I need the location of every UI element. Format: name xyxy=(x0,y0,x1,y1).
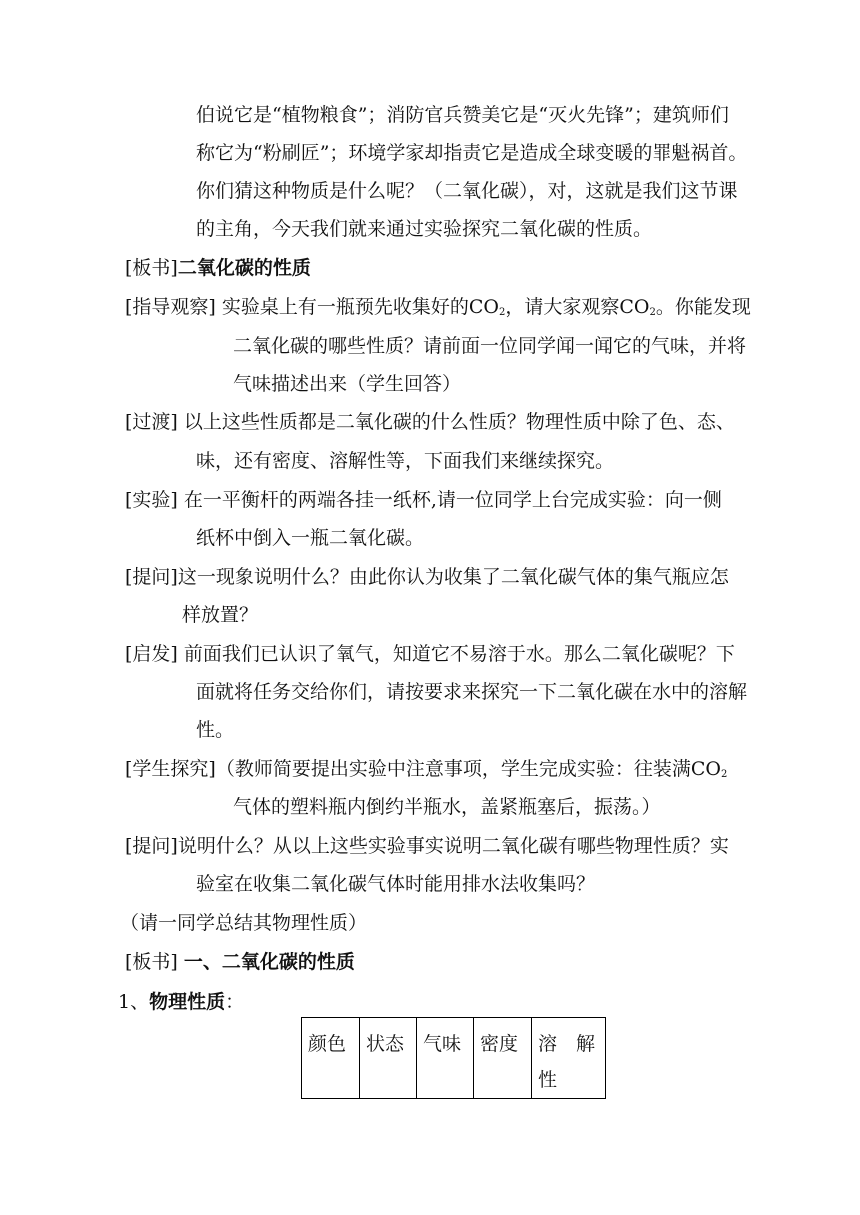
experiment-line-1 xyxy=(125,488,722,512)
student-text: （教师简要提出实验中注意事项，学生完成实验：往装满CO xyxy=(215,758,721,780)
question-1-line-1 xyxy=(125,565,729,589)
question-2-line-2: 验室在收集二氧化碳气体时能用排水法收集吗？ xyxy=(196,873,596,895)
student-inquiry-line-1 xyxy=(125,757,727,787)
co2-subscript: 2 xyxy=(649,307,656,318)
physical-properties-table xyxy=(301,1017,606,1099)
question-1-line-2: 样放置？ xyxy=(182,604,259,626)
intro-line-3: 你们猜这种物质是什么呢？（二氧化碳），对，这就是我们这节课 xyxy=(196,180,738,202)
table-header-cell: 溶 解性 xyxy=(532,1018,606,1099)
physical-properties-title: 物理性质 xyxy=(149,991,226,1013)
guide-text-b: ，请大家观察CO xyxy=(505,296,650,318)
guide-text-c: 。你能发现 xyxy=(655,296,751,318)
intro-line-2: 称它为“粉刷匠”；环境学家却指责它是造成全球变暖的罪魁祸首。 xyxy=(196,142,748,164)
table-header-cell: 颜色 xyxy=(302,1018,360,1099)
inspire-tag: [启发] xyxy=(125,643,178,665)
banshu-title: 二氧化碳的性质 xyxy=(177,257,311,279)
experiment-tag: [实验] xyxy=(125,489,178,511)
question-text: 说明什么？从以上这些实验事实说明二氧化碳有哪些物理性质？实 xyxy=(177,835,729,857)
physical-properties-heading xyxy=(118,990,244,1014)
table-row xyxy=(302,1018,606,1099)
banshu-title: 一、二氧化碳的性质 xyxy=(183,951,355,973)
guide-tag: [指导观察] xyxy=(125,296,216,318)
banshu-heading-2 xyxy=(125,950,355,974)
guide-observe-line-2: 二氧化碳的哪些性质？请前面一位同学闻一闻它的气味，并将 xyxy=(233,335,747,357)
question-2-line-1 xyxy=(125,834,729,858)
table-header-cell: 状态 xyxy=(360,1018,417,1099)
experiment-line-2: 纸杯中倒入一瓶二氧化碳。 xyxy=(196,527,425,549)
experiment-text: 在一平衡杆的两端各挂一纸杯,请一位同学上台完成实验：向一侧 xyxy=(183,489,722,511)
heading-colon: ： xyxy=(225,991,245,1013)
co2-subscript: 2 xyxy=(499,307,506,318)
banshu-tag: [板书] xyxy=(125,257,178,279)
inspire-line-2: 面就将任务交给你们，请按要求来探究一下二氧化碳在水中的溶解 xyxy=(196,681,748,703)
transition-line-1 xyxy=(125,410,735,434)
transition-text: 以上这些性质都是二氧化碳的什么性质？物理性质中除了色、态、 xyxy=(183,411,735,433)
question-tag: [提问] xyxy=(125,835,178,857)
co2-subscript: 2 xyxy=(720,769,728,780)
inspire-line-1 xyxy=(125,642,735,666)
inspire-text: 前面我们已认识了氧气，知道它不易溶于水。那么二氧化碳呢？下 xyxy=(183,643,735,665)
summary-request: （请一同学总结其物理性质） xyxy=(120,912,368,934)
banshu-heading-1 xyxy=(125,256,311,280)
intro-line-4: 的主角，今天我们就来通过实验探究二氧化碳的性质。 xyxy=(196,218,653,240)
student-inquiry-line-2: 气体的塑料瓶内倒约半瓶水，盖紧瓶塞后，振荡。） xyxy=(233,796,661,818)
transition-line-2: 味，还有密度、溶解性等，下面我们来继续探究。 xyxy=(196,450,615,472)
question-tag: [提问] xyxy=(125,566,178,588)
table-header-cell: 气味 xyxy=(417,1018,474,1099)
section-number: 1、 xyxy=(118,991,150,1013)
guide-observe-line-1 xyxy=(125,295,751,325)
transition-tag: [过渡] xyxy=(125,411,178,433)
question-text: 这一现象说明什么？由此你认为收集了二氧化碳气体的集气瓶应怎 xyxy=(177,566,729,588)
banshu-tag: [板书] xyxy=(125,951,178,973)
inspire-line-3: 性。 xyxy=(196,719,235,741)
guide-text-a: 实验桌上有一瓶预先收集好的CO xyxy=(221,296,499,318)
table-header-cell: 密度 xyxy=(474,1018,532,1099)
student-tag: [学生探究] xyxy=(125,758,216,780)
intro-line-1: 伯说它是“植物粮食”；消防官兵赞美它是“灭火先锋”；建筑师们 xyxy=(196,104,729,126)
guide-observe-line-3: 气味描述出来（学生回答） xyxy=(233,373,462,395)
